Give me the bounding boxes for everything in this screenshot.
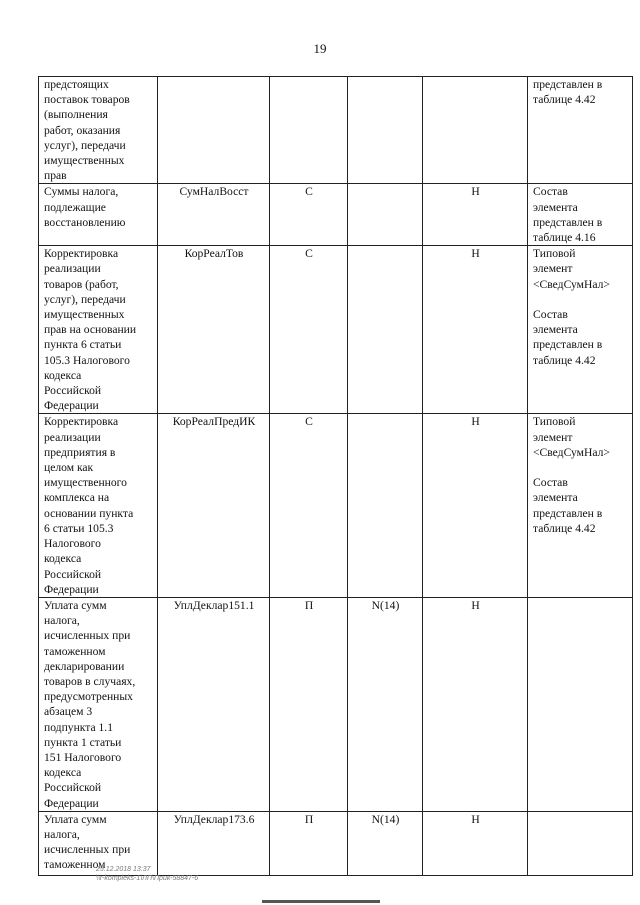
element-code-cell xyxy=(158,77,270,184)
element-type-cell xyxy=(270,246,348,414)
element-mandatory-cell xyxy=(423,811,528,875)
element-note: Состав элемента представлен в таблице 4.16 xyxy=(533,185,603,245)
element-code: КорРеалТов xyxy=(184,247,244,261)
element-note-cell xyxy=(528,414,633,597)
element-type: С xyxy=(305,185,313,199)
element-mandatory-cell xyxy=(423,184,528,246)
element-mandatory: Н xyxy=(471,247,480,261)
element-type-cell xyxy=(270,414,348,597)
table-row xyxy=(39,597,633,811)
table-row xyxy=(39,414,633,597)
element-mandatory: Н xyxy=(471,185,480,199)
element-format-cell xyxy=(348,597,423,811)
element-code: КорРеалПредИК xyxy=(172,415,256,429)
element-name-cell xyxy=(39,414,158,597)
element-note-cell xyxy=(528,246,633,414)
scan-edge-mark xyxy=(262,900,380,903)
element-type-cell xyxy=(270,597,348,811)
element-format-cell xyxy=(348,184,423,246)
table-row xyxy=(39,246,633,414)
print-footer xyxy=(96,865,198,883)
element-type: С xyxy=(305,247,313,261)
element-mandatory-cell xyxy=(423,597,528,811)
element-code-cell xyxy=(158,414,270,597)
element-name: предстоящих поставок товаров (выполнения работ, оказания услуг), передачи имущественных прав xyxy=(44,78,130,183)
element-type: П xyxy=(304,812,314,826)
element-mandatory: Н xyxy=(471,812,480,826)
element-note-cell xyxy=(528,77,633,184)
element-mandatory-cell xyxy=(423,246,528,414)
element-note-cell xyxy=(528,184,633,246)
element-name: Корректировка реализации товаров (работ, услуг), передачи имущественных прав на основании пункта 6 статьи 105.3 Налогового кодекса Российской Федерации xyxy=(44,247,137,413)
element-type: С xyxy=(305,415,313,429)
element-name: Корректировка реализации предприятия в целом как имущественного комплекса на основании пункта 6 статьи 105.3 Налогового кодекса Российской Федерации xyxy=(44,415,134,596)
element-name: Уплата сумм налога, исчисленных при таможенном декларировании товаров в случаях, предусмотренных абзацем 3 подпункта 1.1 пункта 1 статьи 151 Налогового кодекса Российской Федерации xyxy=(44,598,136,810)
element-type: П xyxy=(304,598,314,612)
page-number: 19 xyxy=(313,41,327,56)
element-code-cell xyxy=(158,246,270,414)
element-format-cell xyxy=(348,414,423,597)
element-format-cell xyxy=(348,246,423,414)
element-code-cell xyxy=(158,184,270,246)
table-row xyxy=(39,184,633,246)
element-format-cell xyxy=(348,77,423,184)
element-code: СумНалВосст xyxy=(179,185,249,199)
element-format-cell xyxy=(348,811,423,875)
element-type-cell xyxy=(270,77,348,184)
element-note: представлен в таблице 4.42 xyxy=(533,78,603,107)
element-format: N(14) xyxy=(371,812,400,826)
requirements-table xyxy=(38,76,633,876)
element-name-cell xyxy=(39,184,158,246)
footer-timestamp: 25.12.2018 13:37 xyxy=(96,866,151,873)
element-name: Уплата сумм налога, исчисленных при таможенном xyxy=(44,812,131,872)
element-type-cell xyxy=(270,811,348,875)
table-row xyxy=(39,77,633,184)
element-mandatory-cell xyxy=(423,414,528,597)
element-mandatory-cell xyxy=(423,77,528,184)
element-mandatory: Н xyxy=(471,415,480,429)
element-name-cell xyxy=(39,246,158,414)
element-type-cell xyxy=(270,184,348,246)
element-note: Типовой элемент <СведСумНал> Состав элемента представлен в таблице 4.42 xyxy=(533,247,610,367)
footer-file-path: \\r-kompleks-1\ЛП\Прик-58847-6 xyxy=(96,875,199,882)
element-name-cell xyxy=(39,77,158,184)
element-note-cell xyxy=(528,811,633,875)
element-code-cell xyxy=(158,597,270,811)
element-note: Типовой элемент <СведСумНал> Состав элемента представлен в таблице 4.42 xyxy=(533,415,610,535)
element-format: N(14) xyxy=(371,598,400,612)
element-code: УплДеклар173.6 xyxy=(173,812,255,826)
element-name-cell xyxy=(39,597,158,811)
element-mandatory: Н xyxy=(471,598,480,612)
element-code: УплДеклар151.1 xyxy=(173,598,255,612)
element-name: Суммы налога, подлежащие восстановлению xyxy=(44,185,126,229)
element-note-cell xyxy=(528,597,633,811)
